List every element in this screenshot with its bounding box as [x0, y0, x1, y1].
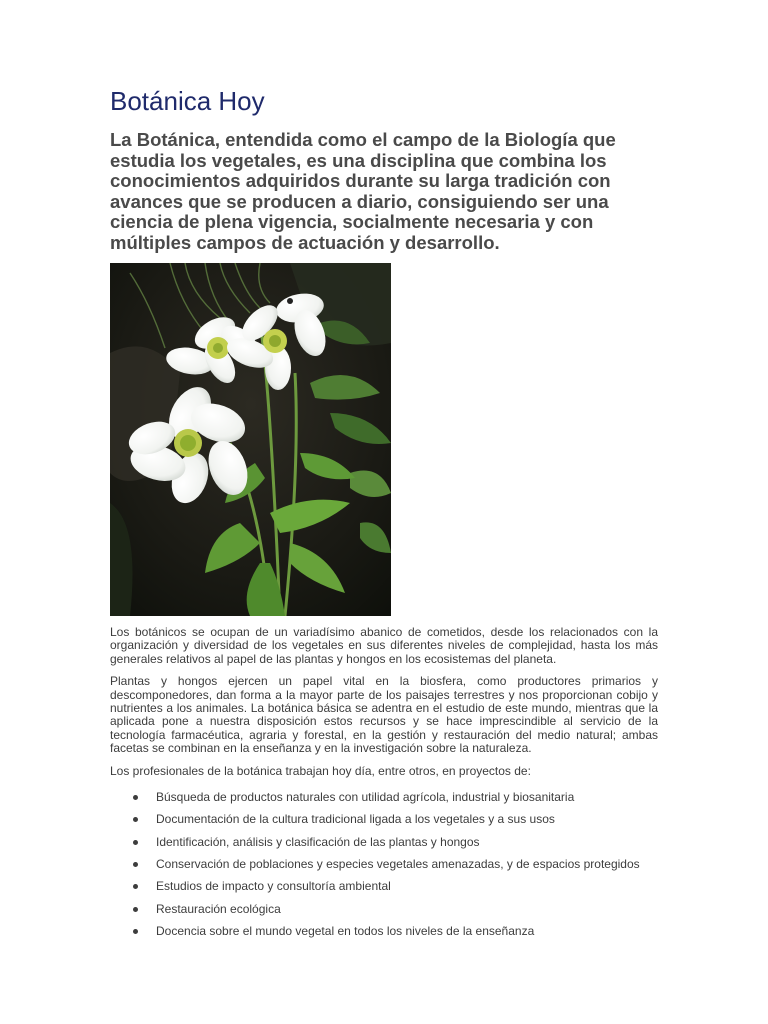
- projects-list: [110, 790, 658, 946]
- intro-paragraph: Los botánicos se ocupan de un variadísimo abanico de cometidos, desde los relacionados con la organización y diversidad de los vegetales en sus diferentes niveles de complejidad, hasta los más generales relativos al papel de las plantas y hongos en los ecosistemas del planeta.: [110, 625, 658, 666]
- flower-photo: [110, 263, 391, 616]
- biosphere-paragraph: Plantas y hongos ejercen un papel vital en la biosfera, como productores primarios y descomponedores, dan forma a la mayor parte de los paisajes terrestres y nos proporcionan cobijo y nutrientes a los animales. La botánica básica se adentra en el estudio de este mundo, mientras que la aplicada pone a nuestra disposición estos recursos y se hace imprescindible al servicio de la tecnología farmacéutica, agraria y forestal, en la gestión y restauración del medio natural; ambas facetas se combinan en la enseñanza y en la investigación sobre la naturaleza.: [110, 674, 658, 756]
- list-item: Identificación, análisis y clasificación de las plantas y hongos: [110, 835, 658, 857]
- bullet-icon: [133, 817, 138, 822]
- bullet-icon: [133, 795, 138, 800]
- page-title: Botánica Hoy: [110, 86, 265, 116]
- bullet-icon: [133, 884, 138, 889]
- list-item: Conservación de poblaciones y especies vegetales amenazadas, y de espacios protegidos: [110, 857, 658, 879]
- document-page: [110, 84, 658, 946]
- bullet-icon: [133, 929, 138, 934]
- projects-intro-paragraph: Los profesionales de la botánica trabajan hoy día, entre otros, en proyectos de:: [110, 763, 531, 778]
- list-item: Docencia sobre el mundo vegetal en todos los niveles de la enseñanza: [110, 924, 658, 946]
- list-item: Restauración ecológica: [110, 902, 658, 924]
- lead-paragraph: La Botánica, entendida como el campo de la Biología que estudia los vegetales, es una disciplina que combina los conocimientos adquiridos durante su larga tradición con avances que se producen a diario, consiguiendo ser una ciencia de plena vigencia, socialmente necesaria y con múltiples campos de actuación y desarrollo.: [110, 129, 616, 253]
- bullet-icon: [133, 907, 138, 912]
- list-item: Búsqueda de productos naturales con utilidad agrícola, industrial y biosanitaria: [110, 790, 658, 812]
- bullet-icon: [133, 862, 138, 867]
- list-item: Documentación de la cultura tradicional ligada a los vegetales y a sus usos: [110, 812, 658, 834]
- bullet-icon: [133, 840, 138, 845]
- list-item: Estudios de impacto y consultoría ambiental: [110, 879, 658, 901]
